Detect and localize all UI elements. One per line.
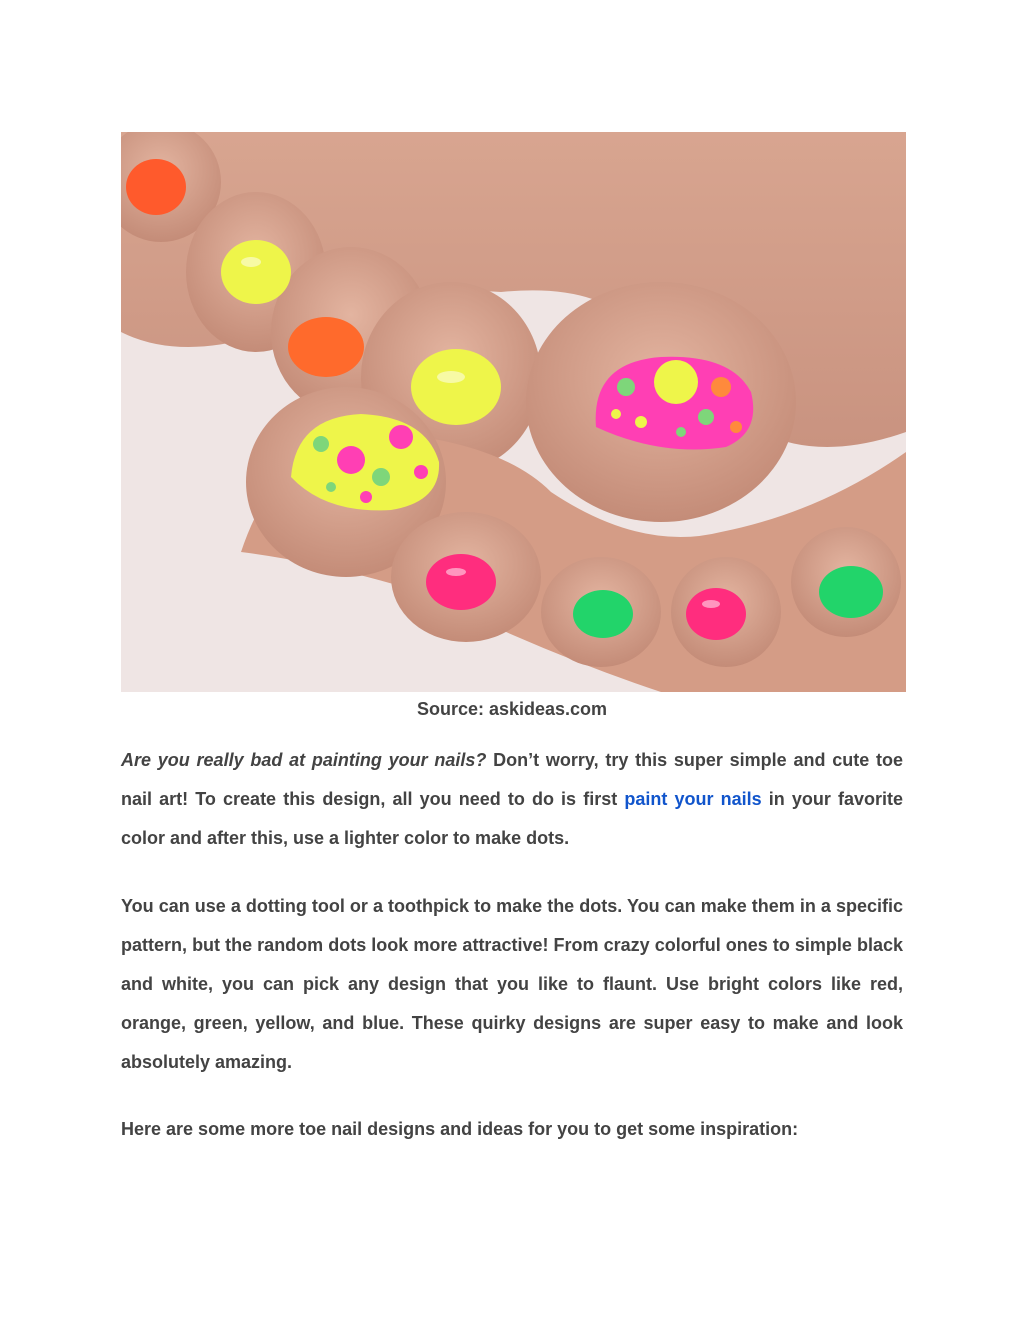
dotting-tool-paragraph: You can use a dotting tool or a toothpick to make the dots. You can make them in a specific pattern, but the random dots look more attractive! From crazy colorful ones to simple black and white, you can pick any design that you like to flaunt. Use bright colors like red, orange, green, yellow, and blue. These quirky designs are super easy to make and look absolutely amazing. <box>121 896 903 1072</box>
intro-paragraph <box>121 741 903 858</box>
toe-nail-art-photo <box>121 132 906 692</box>
more-designs-paragraph: Here are some more toe nail designs and ideas for you to get some inspiration: <box>121 1119 799 1139</box>
intro-text-b: in your favorite color and after this, use a lighter color to make dots. <box>121 789 903 848</box>
intro-text-a: Don’t worry, try this super simple and cute toe nail art! To create this design, all you need to do is first <box>121 750 903 809</box>
image-caption: Source: askideas.com <box>416 699 608 719</box>
intro-lead-question: Are you really bad at painting your nails? <box>121 750 487 770</box>
paint-your-nails-link[interactable]: paint your nails <box>624 789 762 809</box>
